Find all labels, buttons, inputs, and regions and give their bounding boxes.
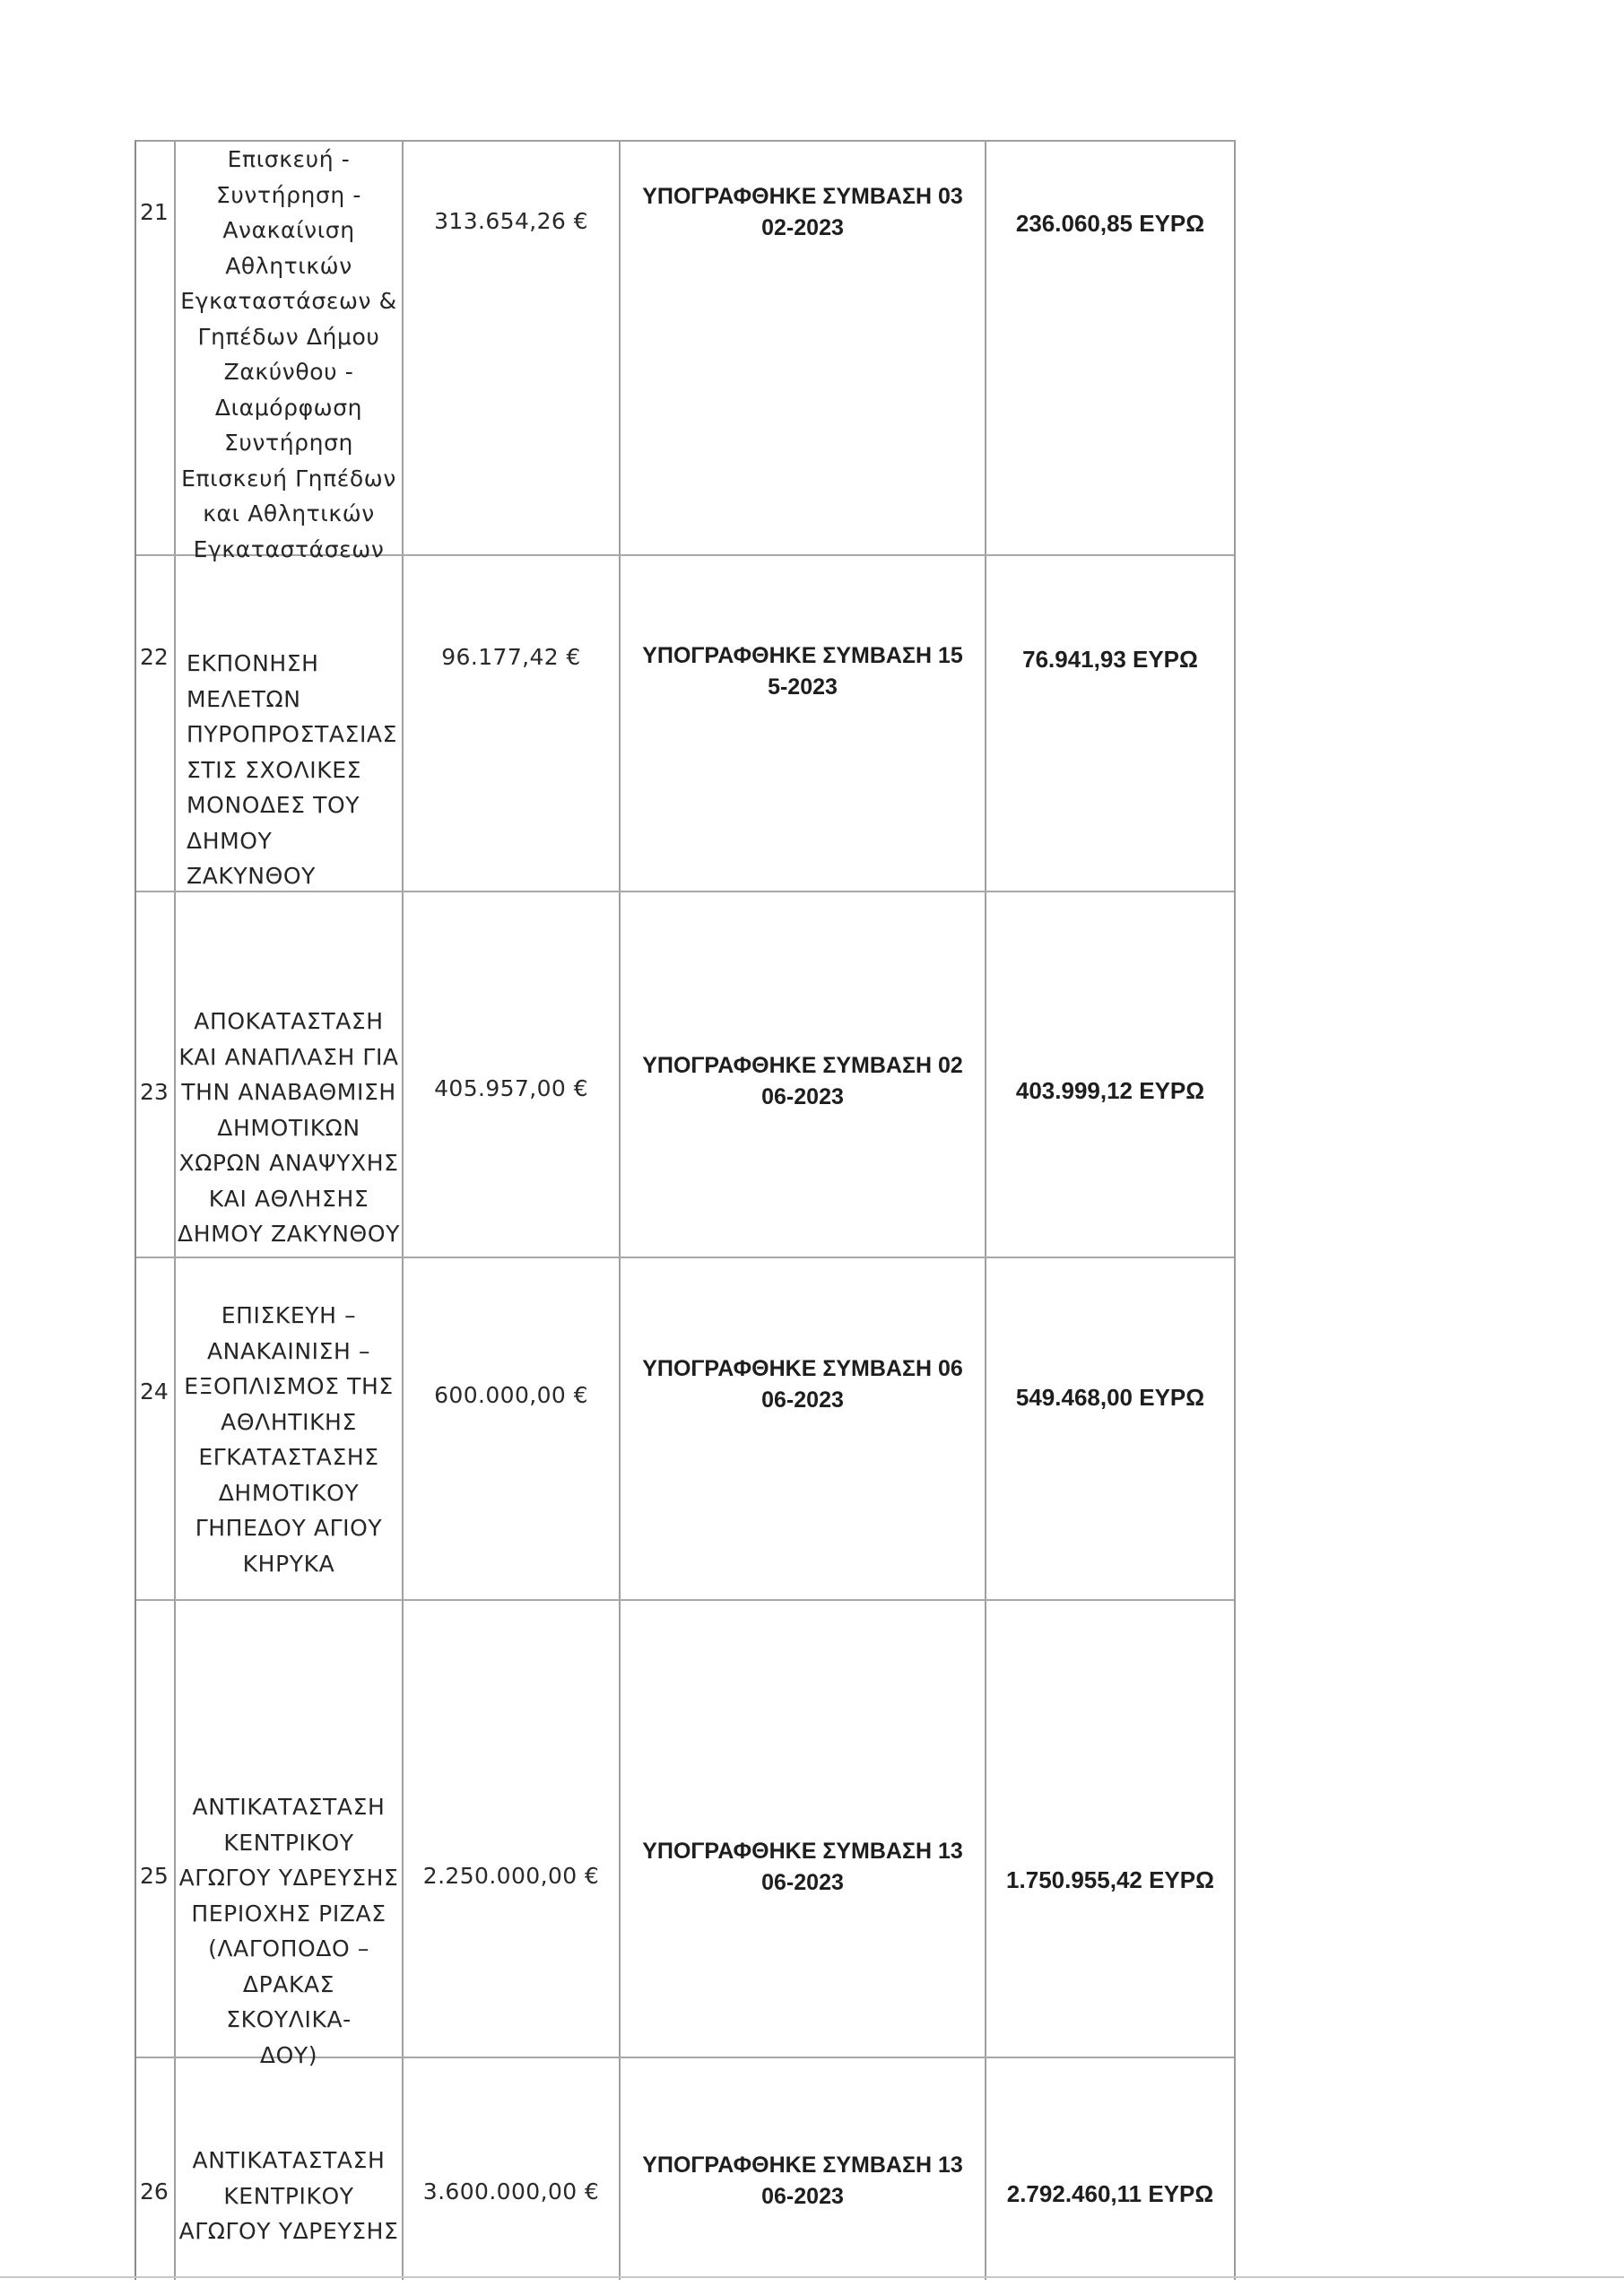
- budget-cell: [404, 1258, 621, 1599]
- row-number-cell: [136, 892, 176, 1257]
- page-bottom-edge: [0, 2276, 1624, 2278]
- description-cell: [176, 2058, 404, 2280]
- row-number: 26: [140, 2179, 169, 2205]
- contract-status: ΥΠΟΓΡΑΦΘΗΚΕ ΣΥΜΒΑΣΗ 15 5-2023: [642, 643, 963, 700]
- budget-cell: [404, 2058, 621, 2280]
- row-number: 21: [140, 199, 169, 225]
- description-cell: [176, 1258, 404, 1599]
- budget-cell: [404, 556, 621, 891]
- table-row: [136, 556, 1234, 892]
- row-number-cell: [136, 142, 176, 554]
- row-number-cell: [136, 556, 176, 891]
- amount-cell: [986, 556, 1234, 891]
- table-row: [136, 2058, 1234, 2280]
- project-description: ΑΝΤΙΚΑΤΑΣΤΑΣΗ ΚΕΝΤΡΙΚΟΥ ΑΓΩΓΟΥ ΥΔΡΕΥΣΗΣ ΠΕΡΙΟΧΗΣ ΡΙΖΑΣ (ΛΑΓΟΠΟΔΟ – ΔΡΑΚΑΣ ΣΚΟΥΛΙΚΑ- ΔΟΥ): [178, 1794, 399, 2068]
- budget-amount: 2.250.000,00 €: [422, 1863, 600, 1889]
- budget-amount: 96.177,42 €: [441, 644, 581, 670]
- row-number-cell: [136, 1601, 176, 2057]
- description-cell: [176, 556, 404, 891]
- amount-cell: [986, 1601, 1234, 2057]
- projects-table: [135, 140, 1236, 2280]
- contract-amount: 549.468,00 ΕΥΡΩ: [1015, 1384, 1205, 1411]
- status-cell: [621, 892, 986, 1257]
- row-number: 23: [140, 1079, 169, 1105]
- contract-amount: 1.750.955,42 ΕΥΡΩ: [1006, 1866, 1214, 1893]
- amount-cell: [986, 2058, 1234, 2280]
- contract-amount: 2.792.460,11 ΕΥΡΩ: [1006, 2180, 1214, 2207]
- budget-amount: 405.957,00 €: [434, 1075, 588, 1101]
- description-cell: [176, 142, 404, 562]
- contract-amount: 403.999,12 ΕΥΡΩ: [1015, 1077, 1205, 1104]
- status-cell: [621, 2058, 986, 2280]
- project-description: ΕΠΙΣΚΕΥΗ – ΑΝΑΚΑΙΝΙΣΗ – ΕΞΟΠΛΙΣΜΟΣ ΤΗΣ ΑΘΛΗΤΙΚΗΣ ΕΓΚΑΤΑΣΤΑΣΗΣ ΔΗΜΟΤΙΚΟΥ ΓΗΠΕΔΟΥ ΑΓΙΟΥ ΚΗΡΥΚΑ: [184, 1302, 394, 1577]
- status-cell: [621, 556, 986, 891]
- table-row: [136, 1601, 1234, 2068]
- contract-status: ΥΠΟΓΡΑΦΘΗΚΕ ΣΥΜΒΑΣΗ 13 06-2023: [642, 2152, 963, 2209]
- amount-cell: [986, 1258, 1234, 1599]
- budget-amount: 600.000,00 €: [434, 1382, 588, 1408]
- contract-amount: 76.941,93 ΕΥΡΩ: [1022, 646, 1198, 673]
- project-description: ΕΚΠΟΝΗΣΗ ΜΕΛΕΤΩΝ ΠΥΡΟΠΡΟΣΤΑΣΙΑΣ ΣΤΙΣ ΣΧΟΛΙΚΕΣ ΜΟΝΟΔΕΣ ΤΟΥ ΔΗΜΟΥ ΖΑΚΥΝΘΟΥ: [187, 650, 398, 889]
- table-row: [136, 1258, 1234, 1601]
- budget-cell: [404, 142, 621, 554]
- status-cell: [621, 142, 986, 554]
- table-row: [136, 892, 1234, 1258]
- budget-cell: [404, 1601, 621, 2057]
- budget-amount: 3.600.000,00 €: [422, 2179, 600, 2205]
- amount-cell: [986, 892, 1234, 1257]
- budget-cell: [404, 892, 621, 1257]
- contract-status: ΥΠΟΓΡΑΦΘΗΚΕ ΣΥΜΒΑΣΗ 02 06-2023: [642, 1053, 963, 1109]
- contract-status: ΥΠΟΓΡΑΦΘΗΚΕ ΣΥΜΒΑΣΗ 06 06-2023: [642, 1356, 963, 1413]
- project-description: Επισκευή - Συντήρηση - Ανακαίνιση Αθλητικών Εγκαταστάσεων & Γηπέδων Δήμου Ζακύνθου - Διαμόρφωση Συντήρηση Επισκευή Γηπέδων και Αθλητικών Εγκαταστάσεων: [180, 146, 397, 562]
- row-number-cell: [136, 2058, 176, 2280]
- contract-status: ΥΠΟΓΡΑΦΘΗΚΕ ΣΥΜΒΑΣΗ 13 06-2023: [642, 1839, 963, 1895]
- status-cell: [621, 1258, 986, 1599]
- description-cell: [176, 892, 404, 1257]
- row-number: 25: [140, 1863, 169, 1889]
- contract-status: ΥΠΟΓΡΑΦΘΗΚΕ ΣΥΜΒΑΣΗ 03 02-2023: [642, 184, 963, 240]
- project-description: ΑΠΟΚΑΤΑΣΤΑΣΗ ΚΑΙ ΑΝΑΠΛΑΣΗ ΓΙΑ ΤΗΝ ΑΝΑΒΑΘΜΙΣΗ ΔΗΜΟΤΙΚΩΝ ΧΩΡΩΝ ΑΝΑΨΥΧΗΣ ΚΑΙ ΑΘΛΗΣΗΣ ΔΗΜΟΥ ΖΑΚΥΝΘΟΥ: [178, 1008, 400, 1247]
- row-number-cell: [136, 1258, 176, 1599]
- status-cell: [621, 1601, 986, 2057]
- row-number: 24: [140, 1378, 169, 1405]
- row-number: 22: [140, 644, 169, 670]
- contract-amount: 236.060,85 ΕΥΡΩ: [1015, 210, 1205, 237]
- project-description: ΑΝΤΙΚΑΤΑΣΤΑΣΗ ΚΕΝΤΡΙΚΟΥ ΑΓΩΓΟΥ ΥΔΡΕΥΣΗΣ: [178, 2147, 399, 2244]
- description-cell: [176, 1601, 404, 2068]
- budget-amount: 313.654,26 €: [434, 208, 588, 234]
- table-row: [136, 142, 1234, 562]
- amount-cell: [986, 142, 1234, 554]
